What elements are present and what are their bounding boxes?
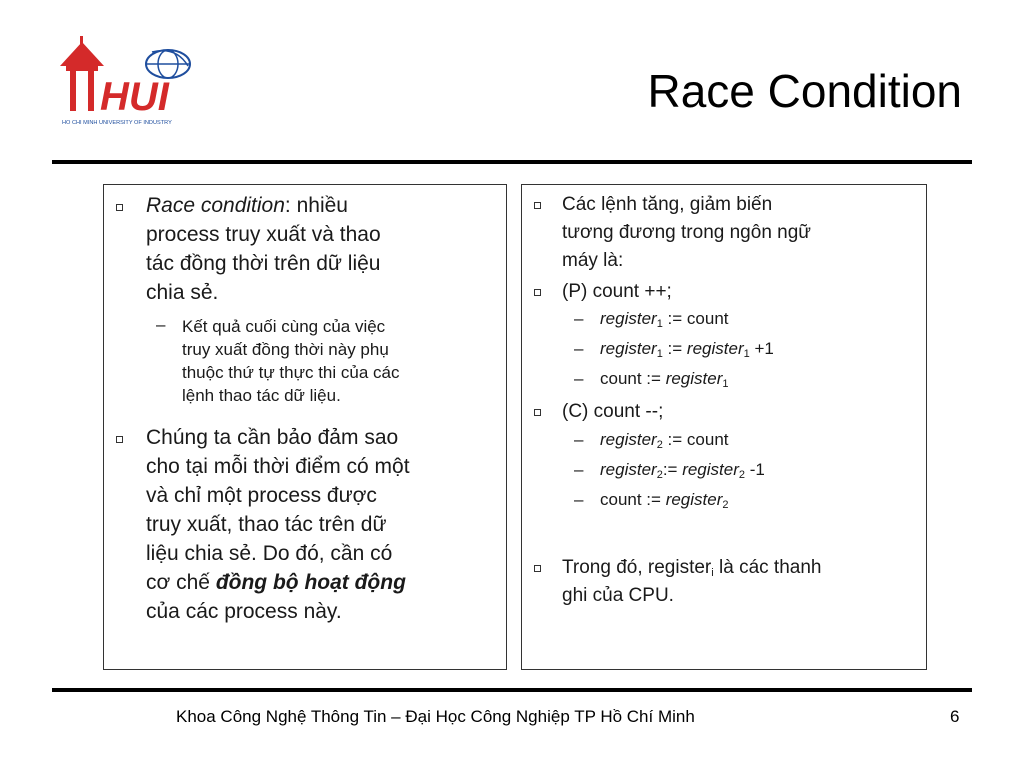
emphasis-text: đồng bộ hoạt động [215, 571, 406, 594]
dash-icon: – [574, 460, 584, 479]
square-bullet-icon [116, 204, 123, 211]
right-c-heading: (C) count --; [562, 401, 664, 422]
left-bullet-1-line-1: Race condition: nhiều [146, 194, 348, 217]
right-bullet-1-line-1: Các lệnh tăng, giảm biến [562, 194, 773, 215]
dash-icon: – [156, 315, 166, 334]
right-p-line-3: count := register$_1$ [600, 369, 729, 390]
right-bullet-4-line-2: ghi của CPU. [562, 585, 674, 606]
left-bullet-2-line-6: cơ chế đồng bộ hoạt động [146, 571, 406, 594]
right-p-line-1: register$_1$ := count [600, 309, 729, 330]
left-bullet-2-line-2: cho tại mỗi thời điểm có một [146, 455, 410, 478]
square-bullet-icon [534, 202, 541, 209]
left-content-box [103, 184, 507, 670]
title-divider [52, 160, 972, 164]
slide-title: Race Condition [647, 65, 962, 117]
right-bullet-1-line-3: máy là: [562, 250, 624, 271]
dash-icon: – [574, 369, 584, 388]
left-sub-line-1: Kết quả cuối cùng của việc [182, 317, 386, 336]
page-number: 6 [950, 707, 960, 726]
logo-lettering: HUI [100, 75, 169, 119]
left-bullet-2-line-3: và chỉ một process được [146, 484, 377, 507]
left-bullet-2-line-5: liệu chia sẻ. Do đó, cần có [146, 542, 393, 565]
university-logo [56, 36, 196, 128]
left-sub-line-2: truy xuất đồng thời này phụ [182, 340, 389, 359]
left-bullet-1-line-4: chia sẻ. [146, 281, 219, 304]
left-bullet-1-line-2: process truy xuất và thao [146, 223, 381, 246]
right-c-line-2: register$_2$:= register$_2$ -1 [600, 460, 765, 481]
dash-icon: – [574, 309, 584, 328]
right-p-heading: (P) count ++; [562, 281, 672, 302]
hui-logo-icon [56, 36, 196, 128]
right-c-line-3: count := register$_2$ [600, 490, 729, 511]
left-bullet-1-line-3: tác đồng thời trên dữ liệu [146, 252, 381, 275]
square-bullet-icon [534, 565, 541, 572]
footer-divider [52, 688, 972, 692]
left-bullet-2-line-1: Chúng ta cần bảo đảm sao [146, 426, 399, 449]
logo-subtitle: HO CHI MINH UNIVERSITY OF INDUSTRY [62, 120, 172, 126]
right-content-box [521, 184, 927, 670]
right-bullet-4-line-1: Trong đó, register$_i$ là các thanh [562, 557, 822, 579]
dash-icon: – [574, 339, 584, 358]
dash-icon: – [574, 430, 584, 449]
right-p-line-2: register$_1$ := register$_1$ +1 [600, 339, 774, 360]
dash-icon: – [574, 490, 584, 509]
right-bullet-1-line-2: tương đương trong ngôn ngữ [562, 222, 812, 243]
left-sub-line-4: lệnh thao tác dữ liệu. [182, 386, 341, 405]
footer-text: Khoa Công Nghệ Thông Tin – Đại Học Công Nghiệp TP Hồ Chí Minh [176, 707, 695, 726]
left-sub-line-3: thuộc thứ tự thực thi của các [182, 363, 400, 382]
right-c-line-1: register$_2$ := count [600, 430, 729, 451]
square-bullet-icon [534, 409, 541, 416]
square-bullet-icon [116, 436, 123, 443]
square-bullet-icon [534, 289, 541, 296]
left-bullet-2-line-4: truy xuất, thao tác trên dữ [146, 513, 387, 536]
left-bullet-2-line-7: của các process này. [146, 600, 342, 623]
